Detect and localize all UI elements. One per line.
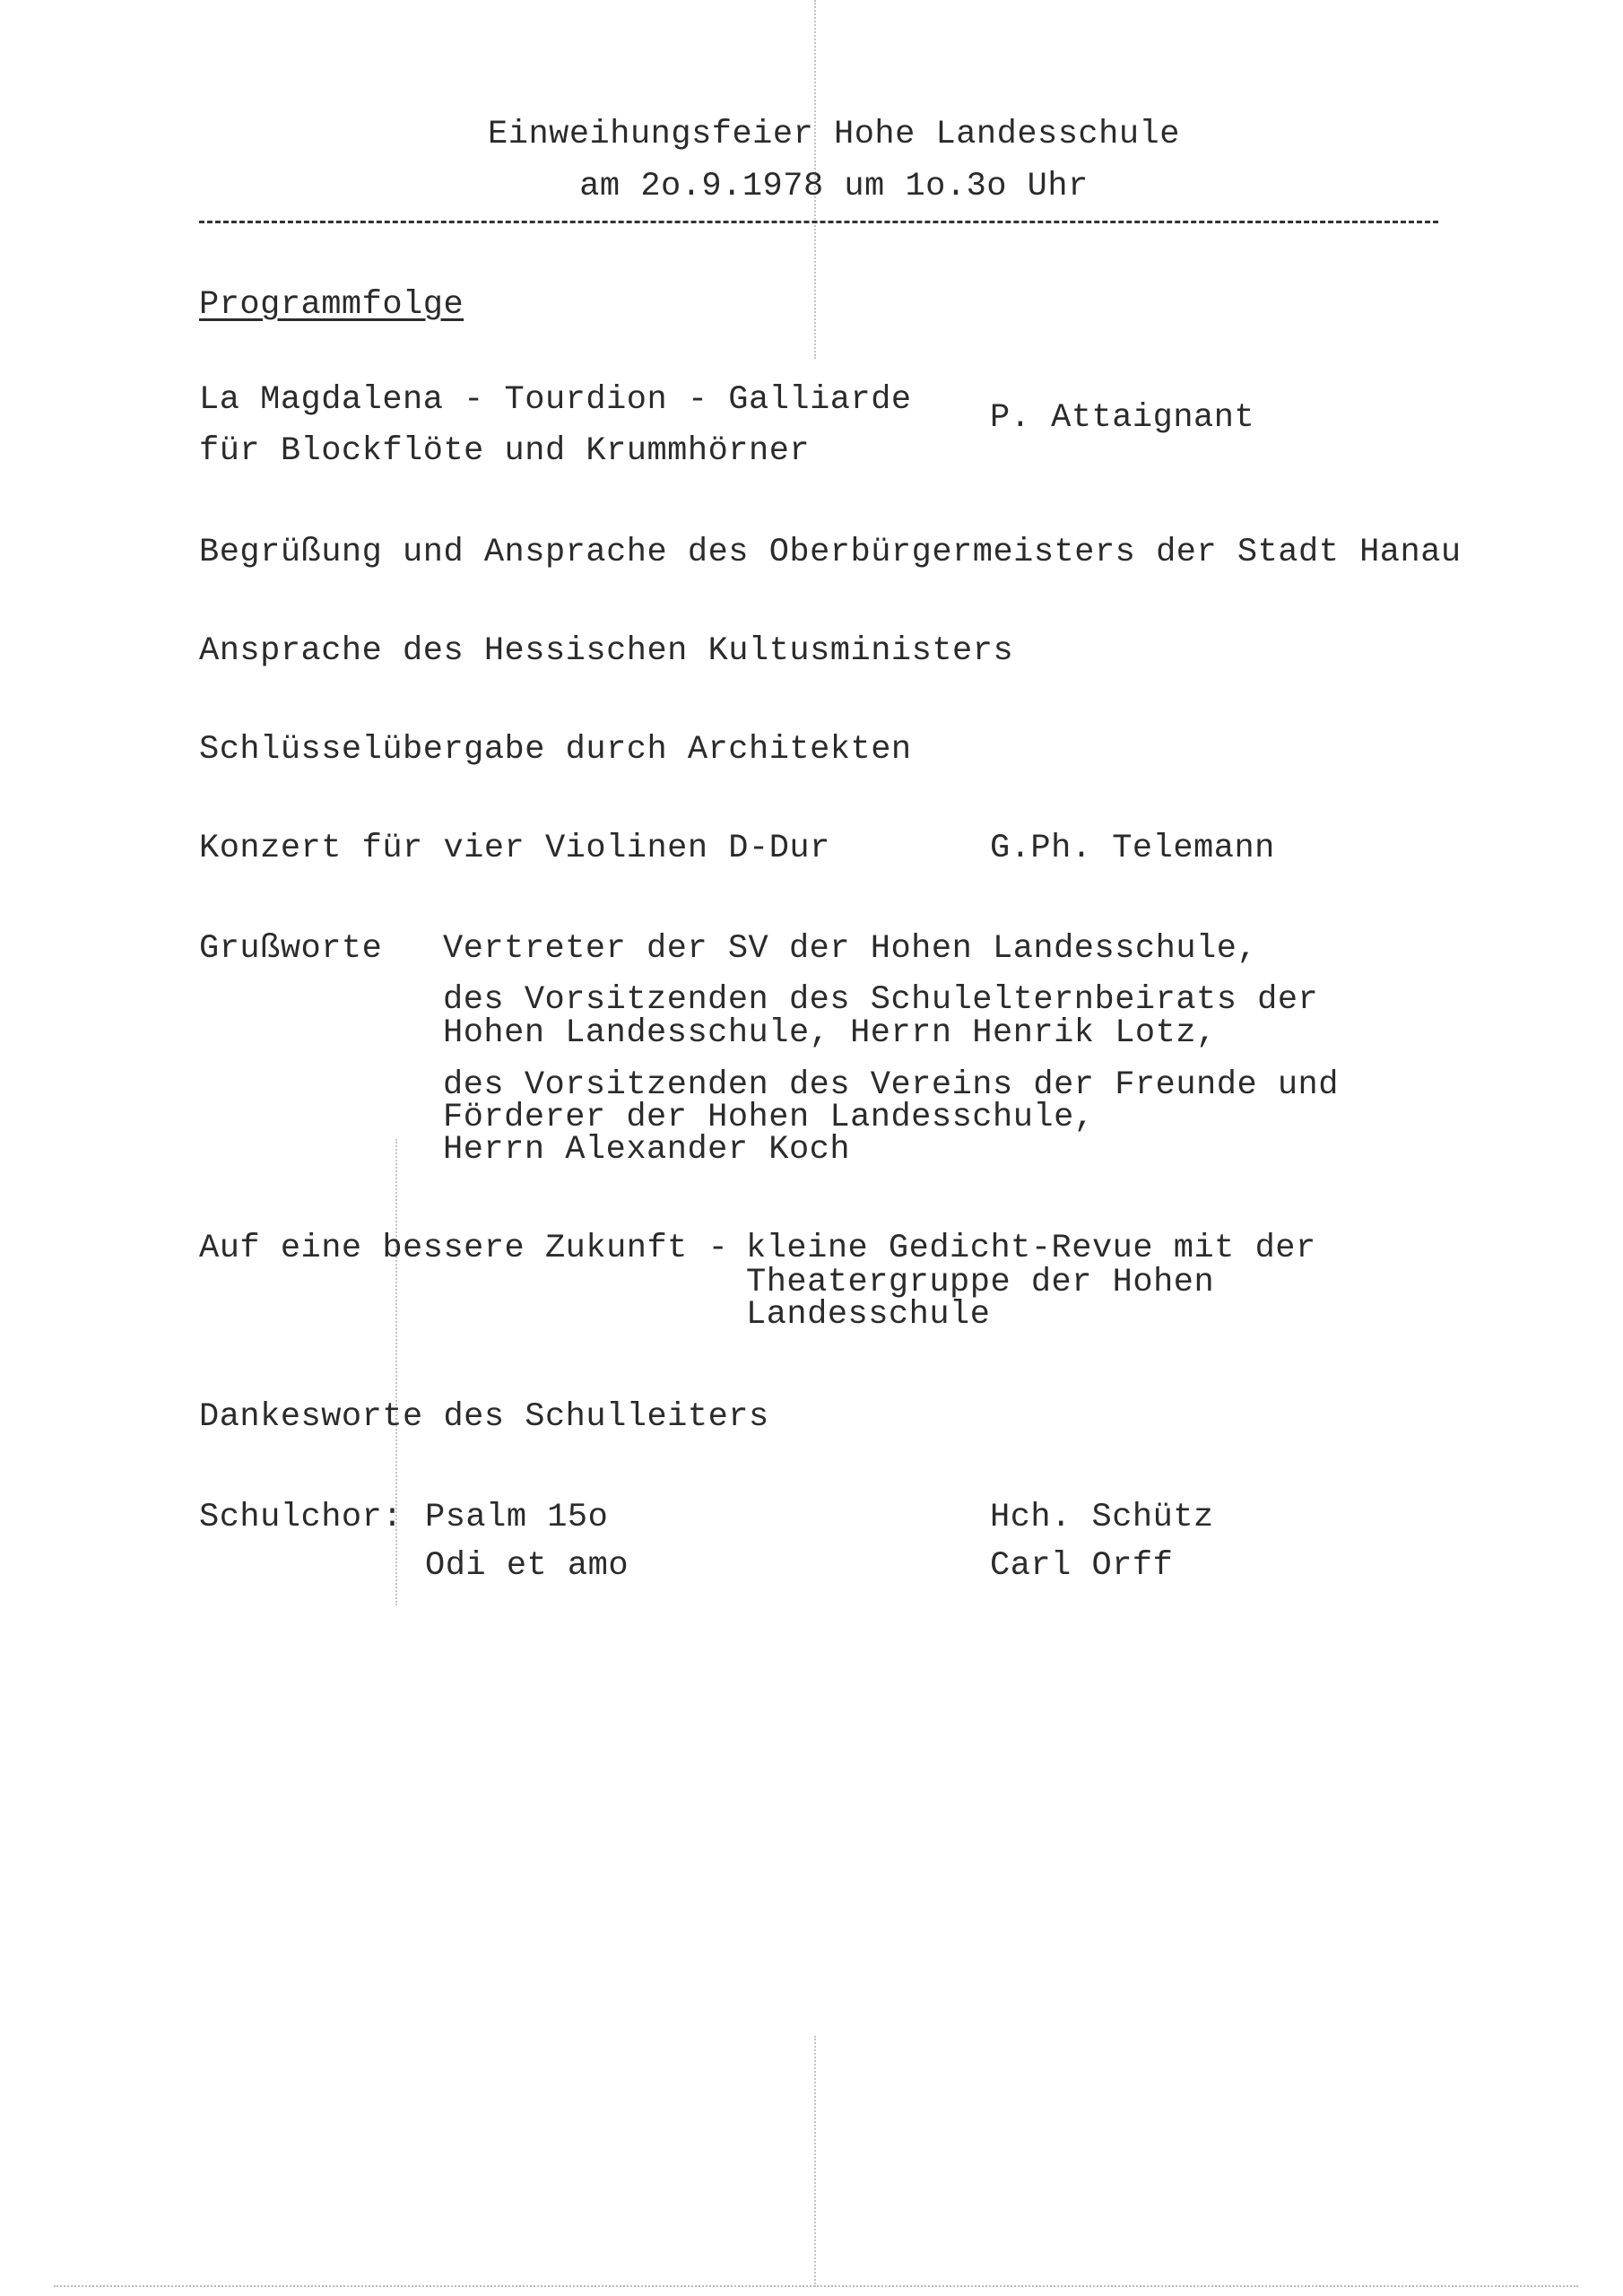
program-item-title: La Magdalena - Tourdion - Galliarde bbox=[199, 381, 912, 419]
program-item: Ansprache des Hessischen Kultusministers bbox=[199, 632, 1014, 670]
header-rule bbox=[199, 221, 1438, 223]
program-item-composer: Hch. Schütz bbox=[990, 1499, 1214, 1536]
program-item-detail: Förderer der Hohen Landesschule, bbox=[443, 1099, 1095, 1136]
program-item-detail: Hohen Landesschule, Herrn Henrik Lotz, bbox=[443, 1014, 1217, 1052]
scan-fold-line bbox=[814, 2036, 816, 2287]
program-item-composer: G.Ph. Telemann bbox=[990, 830, 1275, 867]
program-item-composer: P. Attaignant bbox=[990, 399, 1255, 437]
document-title: Einweihungsfeier Hohe Landesschule bbox=[488, 116, 1180, 153]
program-item-detail: des Vorsitzenden des Schulelternbeirats der bbox=[443, 981, 1319, 1019]
section-heading: Programmfolge bbox=[199, 286, 464, 324]
document-date-line: am 2o.9.1978 um 1o.3o Uhr bbox=[579, 168, 1089, 205]
program-item-detail: des Vorsitzenden des Vereins der Freunde und bbox=[443, 1066, 1339, 1104]
program-item-label: Auf eine bessere Zukunft - bbox=[199, 1230, 729, 1267]
program-item: Dankesworte des Schulleiters bbox=[199, 1398, 769, 1436]
program-item-detail: Landesschule bbox=[746, 1296, 991, 1334]
program-item: Konzert für vier Violinen D-Dur bbox=[199, 830, 830, 867]
program-item-detail: Vertreter der SV der Hohen Landesschule, bbox=[443, 930, 1258, 968]
program-item-label: Grußworte bbox=[199, 930, 383, 968]
program-item-work: Psalm 15o bbox=[425, 1499, 609, 1536]
scan-bottom-edge bbox=[54, 2285, 1578, 2287]
program-item: Schlüsselübergabe durch Architekten bbox=[199, 731, 912, 769]
program-item-detail: kleine Gedicht-Revue mit der bbox=[746, 1230, 1316, 1267]
program-item-composer: Carl Orff bbox=[990, 1547, 1174, 1585]
program-item-detail: Theatergruppe der Hohen bbox=[746, 1264, 1215, 1301]
program-item-subtitle: für Blockflöte und Krummhörner bbox=[199, 432, 811, 470]
program-item-label: Schulchor: bbox=[199, 1499, 404, 1536]
program-item-detail: Herrn Alexander Koch bbox=[443, 1131, 851, 1169]
program-item: Begrüßung und Ansprache des Oberbürgermeisters der Stadt Hanau bbox=[199, 534, 1462, 571]
program-item-work: Odi et amo bbox=[425, 1547, 629, 1585]
